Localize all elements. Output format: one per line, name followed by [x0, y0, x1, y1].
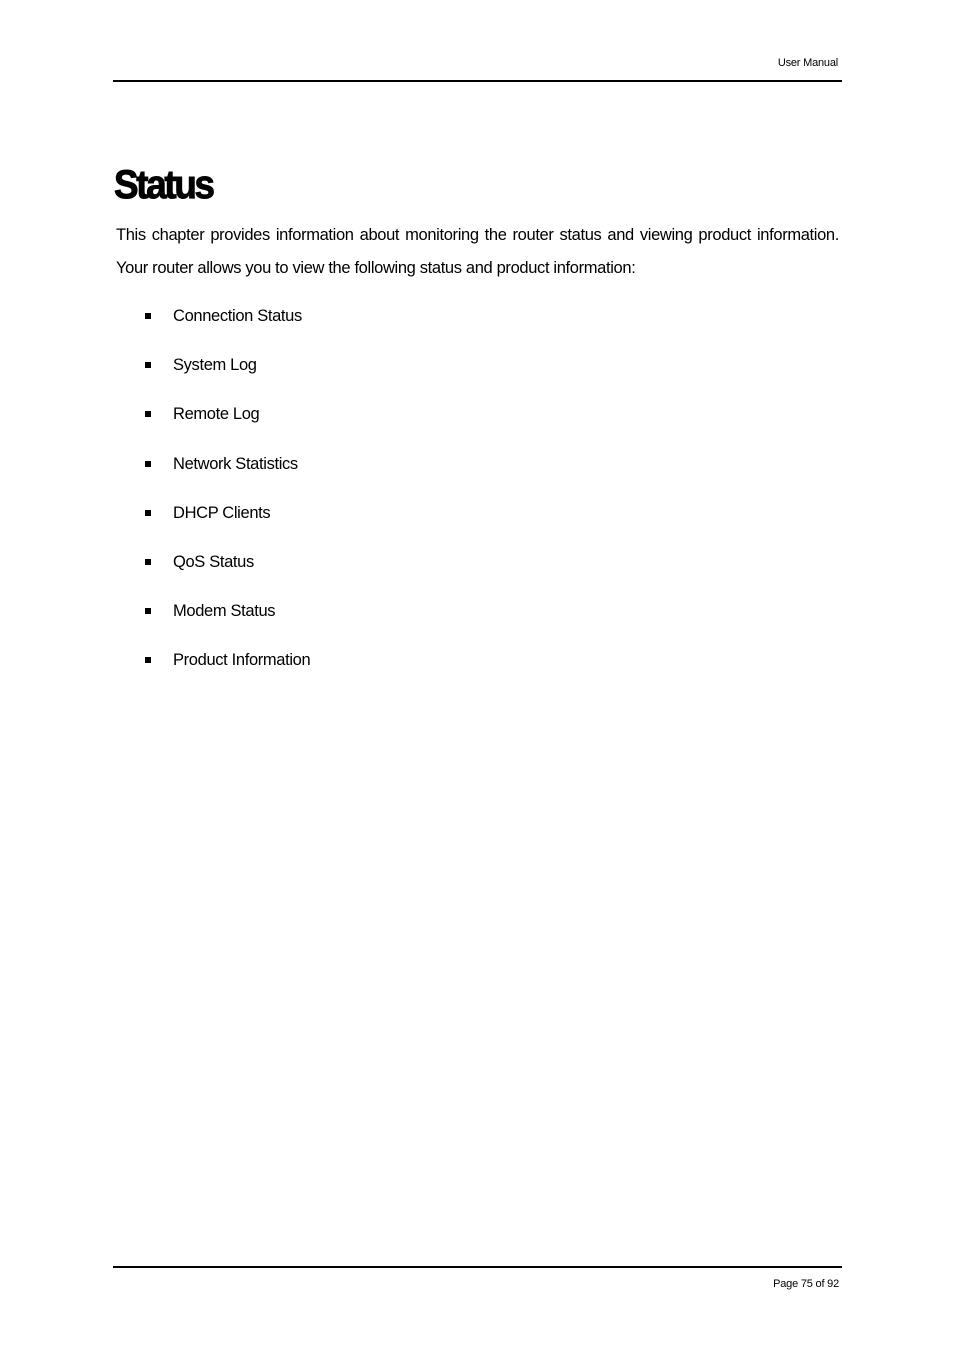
header-label: User Manual [777, 57, 838, 69]
page-title: Status [114, 163, 213, 207]
square-bullet-icon [145, 559, 151, 565]
page-number: Page 75 of 92 [773, 1278, 839, 1290]
list-item [145, 398, 310, 447]
header-divider [113, 80, 842, 82]
square-bullet-icon [145, 362, 151, 368]
list-item [145, 595, 310, 644]
list-item [145, 349, 310, 398]
list-item-label: DHCP Clients [173, 503, 271, 522]
list-item-label: QoS Status [173, 552, 254, 571]
list-item-label: System Log [173, 356, 257, 375]
intro-paragraph: This chapter provides information about monitoring the router status and viewing product information. Your router allows you to view the following status and product information: [116, 226, 839, 277]
square-bullet-icon [145, 657, 151, 663]
list-item [145, 497, 310, 546]
square-bullet-icon [145, 461, 151, 467]
list-item [145, 448, 310, 497]
list-item-label: Connection Status [173, 307, 302, 325]
square-bullet-icon [145, 313, 151, 319]
square-bullet-icon [145, 510, 151, 516]
square-bullet-icon [145, 608, 151, 614]
list-item [145, 300, 310, 349]
list-item-label: Network Statistics [173, 454, 298, 473]
list-item [145, 644, 310, 693]
footer-divider [113, 1266, 842, 1268]
square-bullet-icon [145, 411, 151, 417]
list-item-label: Modem Status [173, 602, 276, 621]
list-item-label: Product Information [173, 651, 311, 670]
list-item [145, 546, 310, 595]
list-item-label: Remote Log [173, 405, 260, 424]
status-topic-list [145, 300, 310, 694]
